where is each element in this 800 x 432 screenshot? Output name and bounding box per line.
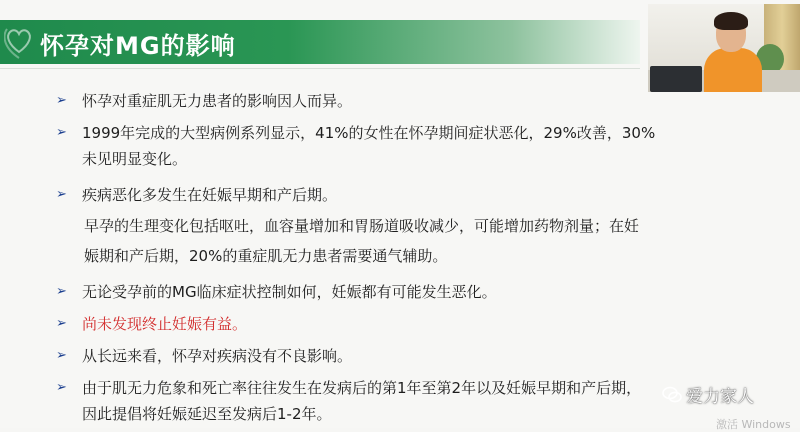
- bullet-arrow-icon: ➢: [56, 187, 67, 202]
- title-divider: [0, 68, 640, 69]
- monitor: [650, 66, 702, 92]
- bullet-text: 未见明显变化。: [82, 150, 188, 168]
- bullet-arrow-icon: ➢: [56, 125, 67, 140]
- bullet-arrow-icon: ➢: [56, 348, 67, 363]
- heart-logo-icon: [4, 22, 34, 62]
- bullet-text: 疾病恶化多发生在妊娠早期和产后期。: [82, 186, 338, 204]
- bullet-text: 1999年完成的大型病例系列显示，41%的女性在怀孕期间症状恶化，29%改善，30%: [82, 124, 656, 142]
- bullet-arrow-icon: ➢: [56, 316, 67, 331]
- activate-windows-notice: 激活 Windows: [716, 418, 791, 431]
- bullet-arrow-icon: ➢: [56, 284, 67, 299]
- presenter-webcam: [648, 4, 800, 92]
- bullet-subtext: 早孕的生理变化包括呕吐，血容量增加和胃肠道吸收减少，可能增加药物剂量；在妊: [84, 217, 640, 235]
- bullet-text: 因此提倡将妊娠延迟至发病后1-2年。: [82, 405, 332, 423]
- bullet-arrow-icon: ➢: [56, 380, 67, 395]
- channel-watermark: [662, 382, 754, 407]
- presenter: [704, 48, 762, 92]
- bullet-text-highlight: 尚未发现终止妊娠有益。: [82, 315, 248, 333]
- watermark-text: 爱力家人: [686, 387, 754, 407]
- bullet-text: 无论受孕前的MG临床症状控制如何，妊娠都有可能发生恶化。: [82, 283, 497, 301]
- bullet-text: 怀孕对重症肌无力患者的影响因人而异。: [82, 92, 353, 110]
- slide-title: 怀孕对MG的影响: [40, 32, 236, 60]
- bullet-text: 从长远来看，怀孕对疾病没有不良影响。: [82, 347, 353, 365]
- bullet-subtext: 娠期和产后期，20%的重症肌无力患者需要通气辅助。: [84, 247, 448, 265]
- bullet-arrow-icon: ➢: [56, 93, 67, 108]
- wechat-icon: [662, 386, 682, 404]
- presenter-hair: [714, 12, 748, 30]
- bullet-text: 由于肌无力危象和死亡率往往发生在发病后的第1年至第2年以及妊娠早期和产后期，: [82, 379, 642, 397]
